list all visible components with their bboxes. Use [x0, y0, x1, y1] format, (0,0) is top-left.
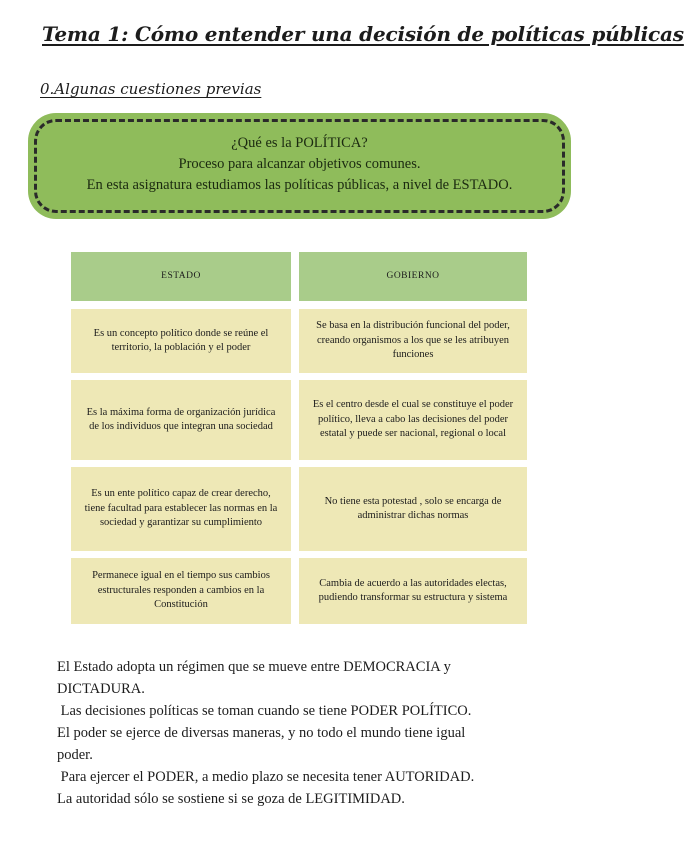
table-cell-estado: Permanece igual en el tiempo sus cambios estructurales responden a cambios en la Constitución — [71, 558, 291, 624]
body-line: poder. — [57, 747, 93, 763]
callout-line: En esta asignatura estudiamos las políticas públicas, a nivel de ESTADO. — [86, 177, 513, 193]
table-cell-estado: Es un ente político capaz de crear derecho, tiene facultad para establecer las normas en la sociedad y garantizar su cumplimiento — [71, 467, 291, 551]
page-title: Tema 1: Cómo entender una decisión de políticas públicas — [42, 22, 684, 46]
table-header-estado: ESTADO — [71, 252, 291, 301]
body-line: El poder se ejerce de diversas maneras, y no todo el mundo tiene igual — [57, 725, 466, 741]
callout-line: ¿Qué es la POLÍTICA? — [231, 135, 368, 151]
body-line: DICTADURA. — [57, 681, 145, 697]
table-cell-estado: Es la máxima forma de organización jurídica de los individuos que integran una sociedad — [71, 380, 291, 460]
definition-callout — [28, 113, 571, 219]
body-text — [57, 656, 547, 810]
section-heading: 0.Algunas cuestiones previas — [40, 80, 262, 98]
body-line: El Estado adopta un régimen que se mueve entre DEMOCRACIA y — [57, 659, 451, 675]
callout-line: Proceso para alcanzar objetivos comunes. — [178, 156, 421, 172]
table-cell-gobierno: Es el centro desde el cual se constituye el poder político, lleva a cabo las decisiones del poder estatal y puede ser nacional, regional o local — [299, 380, 527, 460]
table-cell-gobierno: No tiene esta potestad , solo se encarga de administrar dichas normas — [299, 467, 527, 551]
body-line: Para ejercer el PODER, a medio plazo se necesita tener AUTORIDAD. — [57, 769, 475, 785]
table-cell-gobierno: Cambia de acuerdo a las autoridades electas, pudiendo transformar su estructura y sistema — [299, 558, 527, 624]
table-cell-gobierno: Se basa en la distribución funcional del poder, creando organismos a los que se les atribuyen funciones — [299, 309, 527, 373]
body-line: La autoridad sólo se sostiene si se goza de LEGITIMIDAD. — [57, 791, 405, 807]
body-line: Las decisiones políticas se toman cuando se tiene PODER POLÍTICO. — [57, 703, 472, 719]
table-cell-estado: Es un concepto político donde se reúne el territorio, la población y el poder — [71, 309, 291, 373]
table-header-gobierno: GOBIERNO — [299, 252, 527, 301]
callout-text — [28, 133, 571, 196]
